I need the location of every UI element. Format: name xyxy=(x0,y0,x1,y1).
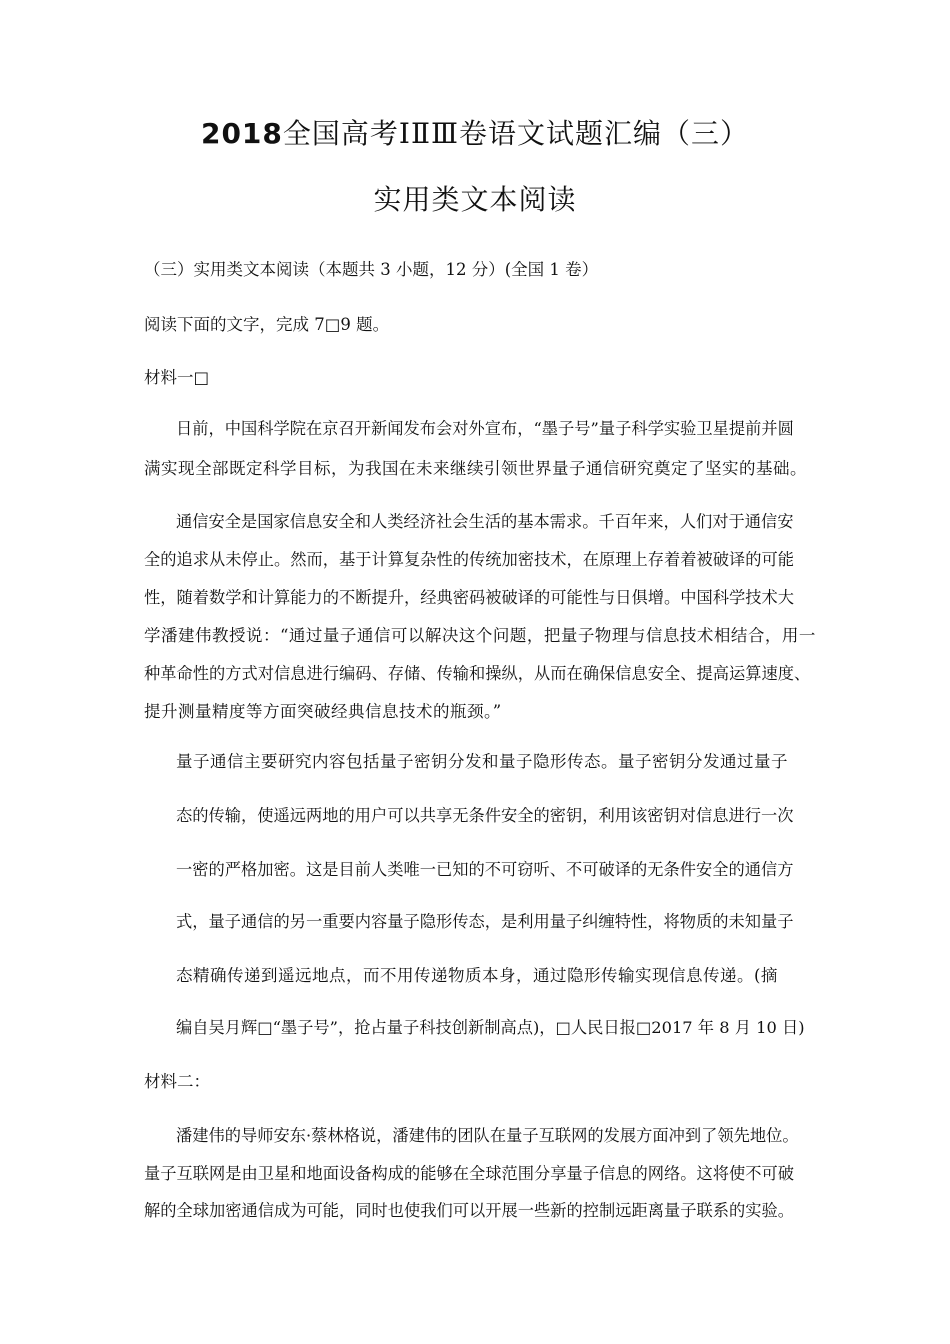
text-line: 学潘建伟教授说：“通过量子通信可以解决这个问题，把量子物理与信息技术相结合，用一 xyxy=(144,626,816,645)
material-two-label: 材料二： xyxy=(144,1072,210,1091)
title-year: 2018 xyxy=(200,117,283,150)
text-line: 日前，中国科学院在京召开新闻发布会对外宣布，“墨子号”量子科学实验卫星提前并圆 xyxy=(176,419,794,438)
text-line: 种革命性的方式对信息进行编码、存储、传输和操纵，从而在确保信息安全、提高运算速度、 xyxy=(144,664,811,683)
text-line: 满实现全部既定科学目标，为我国在未来继续引领世界量子通信研究奠定了坚实的基础。 xyxy=(144,459,807,478)
instruction: 阅读下面的文字，完成 7□9 题。 xyxy=(144,315,390,334)
title-text: 全国高考ⅠⅡⅢ卷语文试题汇编（三） xyxy=(282,117,750,150)
text-line: 态的传输，使遥远两地的用户可以共享无条件安全的密钥，利用该密钥对信息进行一次 xyxy=(176,806,794,825)
text-line: 潘建伟的导师安东·蔡林格说，潘建伟的团队在量子互联网的发展方面冲到了领先地位。 xyxy=(176,1126,799,1145)
text-line: 量子通信主要研究内容包括量子密钥分发和量子隐形传态。量子密钥分发通过量子 xyxy=(176,752,788,771)
text-line: 解的全球加密通信成为可能，同时也使我们可以开展一些新的控制远距离量子联系的实验。 xyxy=(144,1201,794,1220)
document-title xyxy=(0,112,950,152)
text-line: 量子互联网是由卫星和地面设备构成的能够在全球范围分享量子信息的网络。这将使不可破 xyxy=(144,1164,794,1183)
section-heading: （三）实用类文本阅读（本题共 3 小题，12 分）(全国 1 卷） xyxy=(144,260,599,279)
text-line: 态精确传递到遥远地点，而不用传递物质本身，通过隐形传输实现信息传递。(摘 xyxy=(176,966,778,985)
text-line: 性，随着数学和计算能力的不断提升，经典密码被破译的可能性与日俱增。中国科学技术大 xyxy=(144,588,794,607)
text-line: 全的追求从未停止。然而，基于计算复杂性的传统加密技术，在原理上存着着被破译的可能 xyxy=(144,550,794,569)
text-line: 提升测量精度等方面突破经典信息技术的瓶颈。” xyxy=(144,702,502,721)
text-line: 通信安全是国家信息安全和人类经济社会生活的基本需求。千百年来，人们对于通信安 xyxy=(176,512,794,531)
document-subtitle: 实用类文本阅读 xyxy=(373,183,577,216)
text-line: 式，量子通信的另一重要内容量子隐形传态，是利用量子纠缠特性，将物质的未知量子 xyxy=(176,912,794,931)
citation-line: 编自吴月辉□“墨子号”，抢占量子科技创新制高点)，□人民日报□2017 年 8 月 10 日) xyxy=(176,1018,805,1037)
material-one-label: 材料一□ xyxy=(144,368,210,387)
text-line: 一密的严格加密。这是目前人类唯一已知的不可窃听、不可破译的无条件安全的通信方 xyxy=(176,860,794,879)
